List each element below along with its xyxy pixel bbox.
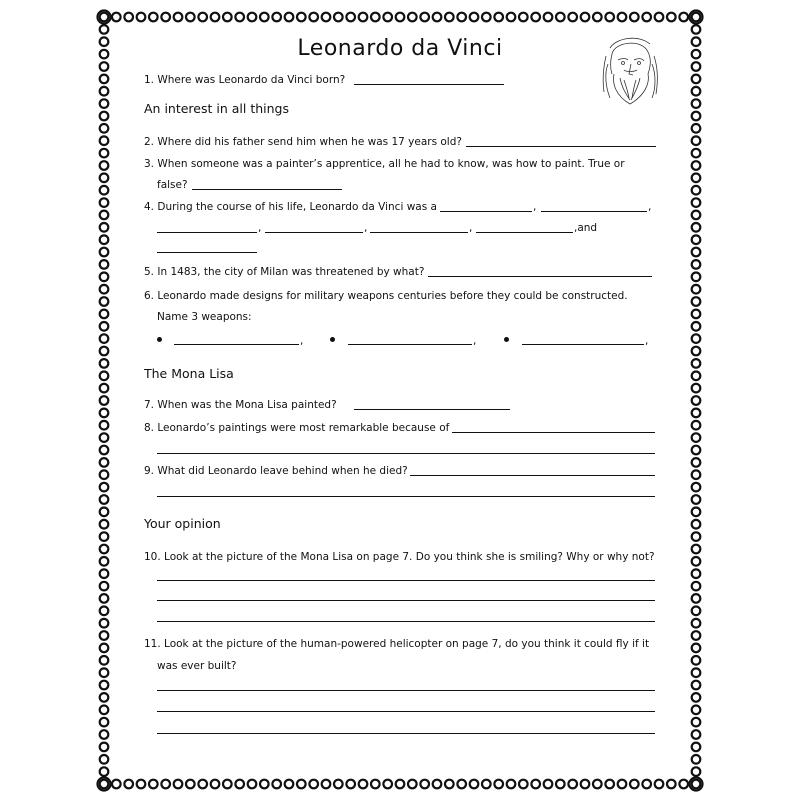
border-circle: [100, 582, 109, 591]
answer-line-q11-1[interactable]: [157, 690, 655, 691]
border-circle: [396, 780, 405, 789]
question-6-line-1: [144, 289, 628, 303]
border-circle: [692, 359, 701, 368]
border-circle: [457, 13, 466, 22]
border-circle: [692, 136, 701, 145]
border-circle: [396, 13, 405, 22]
border-circle: [692, 273, 701, 282]
border-circle: [100, 273, 109, 282]
border-circle: [692, 248, 701, 257]
border-circle: [100, 223, 109, 232]
border-circle: [100, 470, 109, 479]
border-circle: [235, 780, 244, 789]
border-circle: [235, 13, 244, 22]
border-circle: [100, 198, 109, 207]
border-circle: [100, 743, 109, 752]
border-circle: [642, 780, 651, 789]
answer-line-q4-1[interactable]: [440, 211, 532, 212]
border-circle: [285, 780, 294, 789]
answer-line-q7[interactable]: [354, 409, 510, 410]
border-circle: [692, 235, 701, 244]
question-3-line-1: [144, 157, 625, 171]
border-circle: [420, 13, 429, 22]
bullet-icon: [504, 337, 509, 342]
border-circle: [309, 780, 318, 789]
border-circle: [100, 718, 109, 727]
border-circle: [692, 607, 701, 616]
answer-line-q11-2[interactable]: [157, 711, 655, 712]
border-circle: [692, 767, 701, 776]
question-4-and-word: and: [577, 222, 598, 234]
border-circle: [334, 780, 343, 789]
answer-line-q6-2[interactable]: [348, 344, 472, 345]
border-circle: [100, 433, 109, 442]
border-circle: [692, 174, 701, 183]
border-circle: [149, 780, 158, 789]
border-circle: [692, 706, 701, 715]
border-circle: [100, 186, 109, 195]
border-circle: [692, 508, 701, 517]
border-circle: [544, 13, 553, 22]
answer-line-q9-2[interactable]: [157, 496, 655, 497]
border-circle: [297, 13, 306, 22]
border-circle: [100, 545, 109, 554]
border-circle: [655, 13, 664, 22]
question-7-text: When was the Mona Lisa painted?: [157, 399, 337, 411]
border-circle: [100, 409, 109, 418]
border-circle: [692, 285, 701, 294]
question-1-text: Where was Leonardo da Vinci born?: [157, 74, 346, 86]
border-circle: [692, 186, 701, 195]
border-circle: [692, 334, 701, 343]
question-1: [144, 73, 345, 87]
border-circle: [100, 396, 109, 405]
border-circle: [100, 495, 109, 504]
border-circle: [445, 13, 454, 22]
border-circle: [248, 780, 257, 789]
border-circle: [445, 780, 454, 789]
border-circle: [642, 13, 651, 22]
border-circle: [692, 718, 701, 727]
border-circle: [100, 75, 109, 84]
answer-line-q4-2[interactable]: [541, 211, 647, 212]
border-circle: [100, 359, 109, 368]
question-11-number: 11.: [144, 638, 161, 650]
border-circle: [371, 780, 380, 789]
question-7-number: 7.: [144, 399, 155, 411]
border-circle: [100, 446, 109, 455]
answer-line-q10-3[interactable]: [157, 621, 655, 622]
border-circle: [692, 693, 701, 702]
border-circle: [359, 780, 368, 789]
border-circle: [692, 62, 701, 71]
border-circle: [618, 13, 627, 22]
border-circle: [692, 99, 701, 108]
border-circle: [692, 161, 701, 170]
border-circle: [186, 780, 195, 789]
bullet-icon: [330, 337, 335, 342]
border-circle: [223, 780, 232, 789]
border-circle: [297, 780, 306, 789]
border-circle: [618, 780, 627, 789]
border-circle: [692, 75, 701, 84]
border-circle: [581, 13, 590, 22]
border-circle: [605, 13, 614, 22]
answer-line-q4-5[interactable]: [370, 232, 468, 233]
border-circle: [692, 87, 701, 96]
question-5: [144, 265, 424, 279]
border-circle: [100, 458, 109, 467]
section-heading-mona-lisa: The Mona Lisa: [144, 366, 234, 381]
border-circle: [692, 644, 701, 653]
border-circle: [322, 780, 331, 789]
border-circle: [692, 446, 701, 455]
question-4-text: During the course of his life, Leonardo da Vinci was a: [157, 201, 437, 213]
border-circle: [692, 569, 701, 578]
border-circle: [137, 780, 146, 789]
border-circle: [149, 13, 158, 22]
border-circle: [100, 693, 109, 702]
border-circle: [100, 334, 109, 343]
border-circle: [544, 780, 553, 789]
border-circle: [100, 569, 109, 578]
border-circle: [100, 124, 109, 133]
border-circle: [272, 780, 281, 789]
border-circle: [494, 13, 503, 22]
border-circle: [124, 13, 133, 22]
answer-line-q10-2[interactable]: [157, 600, 655, 601]
border-circle: [692, 409, 701, 418]
border-circle: [100, 656, 109, 665]
section-heading-interest: An interest in all things: [144, 101, 289, 116]
answer-line-q9-1[interactable]: [410, 475, 655, 476]
question-9-number: 9.: [144, 465, 155, 477]
border-circle: [100, 681, 109, 690]
border-circle: [655, 780, 664, 789]
page-title: Leonardo da Vinci: [297, 36, 503, 61]
border-circle: [346, 780, 355, 789]
question-1-number: 1.: [144, 74, 155, 86]
border-circle: [100, 13, 109, 22]
question-10-number: 10.: [144, 551, 161, 563]
answer-line-q6-3[interactable]: [522, 344, 644, 345]
border-circle: [124, 780, 133, 789]
question-8-number: 8.: [144, 422, 155, 434]
border-circle: [260, 780, 269, 789]
border-circle: [692, 384, 701, 393]
border-circle: [100, 780, 109, 789]
border-circle: [692, 780, 701, 789]
border-circle: [692, 458, 701, 467]
question-6-line-2: Name 3 weapons:: [157, 311, 252, 323]
border-circle: [100, 384, 109, 393]
border-circle: [309, 13, 318, 22]
border-circle: [692, 495, 701, 504]
answer-line-q1[interactable]: [354, 84, 504, 85]
border-circle: [692, 310, 701, 319]
question-11-line-2: was ever built?: [157, 660, 237, 672]
border-circle: [100, 668, 109, 677]
border-circle: [100, 285, 109, 294]
question-6-number: 6.: [144, 290, 155, 302]
question-4-number: 4.: [144, 201, 155, 213]
worksheet-page: Leonardo da Vinci 1. Where was Leonardo da Vinci born? An interest in all things 2. Where did his father send him when he was 17 years old? 3. When someone was a painter’s apprentice, all he had to know, was how to paint. True or false? 4. During the course of his life, Leonardo da Vinci was a , , , , , ,and 5. In 1483, the city of Milan was threatened by what? 6. Leonardo made designs for military weapons centuries before they could be constructed. Name 3 weapons: , , , The Mona Lisa 7. When was the Mona Lisa painted? 8. Leonardo’s paintings were most remarkable because of 9. What did Leonardo leave behind when he died? Your opinion 10. Look at the picture of the Mona Lisa on page 7. Do you think she is smiling? Why or why not? 11. Look at the picture of the human-powered helicopter on page 7, do you think it could fly if it was ever built?: [0, 0, 800, 800]
border-circle: [100, 112, 109, 121]
border-circle: [692, 681, 701, 690]
border-circle: [692, 112, 701, 121]
question-2: [144, 135, 462, 149]
border-circle: [692, 25, 701, 34]
border-circle: [568, 13, 577, 22]
question-2-number: 2.: [144, 136, 155, 148]
border-circle: [556, 780, 565, 789]
answer-line-q4-4[interactable]: [265, 232, 363, 233]
answer-line-q10-1[interactable]: [157, 580, 655, 581]
border-circle: [100, 483, 109, 492]
answer-line-q8-2[interactable]: [157, 453, 655, 454]
border-circle: [692, 223, 701, 232]
border-circle: [667, 780, 676, 789]
border-circle: [692, 372, 701, 381]
border-circle: [692, 483, 701, 492]
border-circle: [112, 13, 121, 22]
border-circle: [186, 13, 195, 22]
border-circle: [272, 13, 281, 22]
border-circle: [507, 780, 516, 789]
border-circle: [692, 347, 701, 356]
border-circle: [100, 322, 109, 331]
border-circle: [593, 13, 602, 22]
border-circle: [223, 13, 232, 22]
border-circle: [692, 656, 701, 665]
border-circle: [198, 13, 207, 22]
border-circle: [457, 780, 466, 789]
border-circle: [174, 13, 183, 22]
border-circle: [100, 347, 109, 356]
border-circle: [100, 619, 109, 628]
border-circle: [100, 248, 109, 257]
border-circle: [100, 557, 109, 566]
border-circle: [285, 13, 294, 22]
border-circle: [161, 780, 170, 789]
answer-line-q6-1[interactable]: [174, 344, 299, 345]
border-circle: [100, 372, 109, 381]
border-circle: [100, 161, 109, 170]
border-circle: [137, 13, 146, 22]
border-circle: [692, 124, 701, 133]
border-circle: [100, 730, 109, 739]
answer-line-q2[interactable]: [466, 146, 656, 147]
answer-line-q4-7[interactable]: [157, 252, 257, 253]
border-circle: [100, 607, 109, 616]
answer-line-q4-6[interactable]: [476, 232, 573, 233]
border-circle: [334, 13, 343, 22]
bullet-icon: [157, 337, 162, 342]
border-circle: [100, 235, 109, 244]
border-circle: [383, 780, 392, 789]
border-circle: [174, 780, 183, 789]
border-circle: [692, 260, 701, 269]
border-circle: [692, 13, 701, 22]
question-5-number: 5.: [144, 266, 155, 278]
border-circle: [692, 396, 701, 405]
leonardo-portrait-image: [598, 34, 662, 106]
question-6-text: Leonardo made designs for military weapons centuries before they could be constructed.: [157, 290, 628, 302]
answer-line-q3[interactable]: [192, 189, 342, 190]
border-circle: [100, 297, 109, 306]
border-circle: [519, 780, 528, 789]
border-circle: [692, 582, 701, 591]
border-circle: [408, 780, 417, 789]
border-circle: [494, 780, 503, 789]
border-circle: [692, 198, 701, 207]
border-circle: [198, 780, 207, 789]
border-circle: [100, 706, 109, 715]
border-circle: [100, 644, 109, 653]
border-circle: [211, 13, 220, 22]
border-circle: [692, 619, 701, 628]
question-10: [144, 550, 655, 564]
question-4: [144, 200, 437, 214]
border-circle: [667, 13, 676, 22]
border-circle: [100, 136, 109, 145]
border-circle: [692, 594, 701, 603]
border-circle: [692, 322, 701, 331]
border-circle: [470, 780, 479, 789]
border-circle: [100, 174, 109, 183]
border-circle: [359, 13, 368, 22]
border-circle: [100, 508, 109, 517]
border-circle: [433, 780, 442, 789]
border-circle: [692, 743, 701, 752]
answer-line-q5[interactable]: [428, 276, 652, 277]
border-circle: [692, 631, 701, 640]
border-circle: [248, 13, 257, 22]
border-circle: [100, 755, 109, 764]
border-circle: [433, 13, 442, 22]
border-circle: [692, 297, 701, 306]
border-circle: [100, 211, 109, 220]
border-circle: [482, 780, 491, 789]
border-circle: [383, 13, 392, 22]
border-circle: [408, 13, 417, 22]
border-circle: [581, 780, 590, 789]
border-circle: [112, 780, 121, 789]
border-circle: [371, 13, 380, 22]
border-circle: [211, 780, 220, 789]
border-circle: [692, 730, 701, 739]
border-circle: [531, 13, 540, 22]
question-7: [144, 398, 337, 412]
border-circle: [100, 99, 109, 108]
border-circle: [100, 87, 109, 96]
border-circle: [482, 13, 491, 22]
question-3-line-2: false?: [157, 179, 188, 191]
border-circle: [100, 631, 109, 640]
border-circle: [630, 13, 639, 22]
border-circle: [692, 520, 701, 529]
border-circle: [679, 13, 688, 22]
border-circle: [100, 149, 109, 158]
border-circle: [161, 13, 170, 22]
border-circle: [100, 532, 109, 541]
question-8: [144, 421, 449, 435]
border-circle: [519, 13, 528, 22]
border-circle: [556, 13, 565, 22]
question-9-text: What did Leonardo leave behind when he died?: [157, 465, 408, 477]
border-circle: [692, 532, 701, 541]
border-circle: [692, 211, 701, 220]
question-10-text: Look at the picture of the Mona Lisa on page 7. Do you think she is smiling? Why or why not?: [164, 551, 655, 563]
border-circle: [692, 149, 701, 158]
question-3-number: 3.: [144, 158, 155, 170]
border-circle: [692, 668, 701, 677]
border-circle: [100, 260, 109, 269]
border-circle: [692, 470, 701, 479]
question-3-text: When someone was a painter’s apprentice, all he had to know, was how to paint. True or: [157, 158, 625, 170]
border-circle: [100, 310, 109, 319]
border-circle: [630, 780, 639, 789]
border-circle: [100, 767, 109, 776]
border-circle: [420, 780, 429, 789]
border-circle: [692, 755, 701, 764]
question-9: [144, 464, 408, 478]
answer-line-q4-3[interactable]: [157, 232, 257, 233]
question-11-line-1: [144, 637, 649, 651]
border-circle: [507, 13, 516, 22]
border-circle: [692, 545, 701, 554]
section-heading-opinion: Your opinion: [144, 516, 221, 531]
border-circle: [470, 13, 479, 22]
border-circle: [346, 13, 355, 22]
border-circle: [100, 421, 109, 430]
border-circle: [692, 421, 701, 430]
border-circle: [692, 557, 701, 566]
question-2-text: Where did his father send him when he was 17 years old?: [157, 136, 462, 148]
border-circle: [568, 780, 577, 789]
border-circle: [322, 13, 331, 22]
question-11-text: Look at the picture of the human-powered helicopter on page 7, do you think it could fly if it: [164, 638, 650, 650]
border-circle: [605, 780, 614, 789]
border-circle: [100, 594, 109, 603]
border-circle: [100, 62, 109, 71]
border-circle: [100, 25, 109, 34]
border-circle: [692, 433, 701, 442]
question-8-text: Leonardo’s paintings were most remarkable because of: [157, 422, 450, 434]
border-circle: [260, 13, 269, 22]
border-circle: [100, 520, 109, 529]
answer-line-q8-1[interactable]: [452, 432, 655, 433]
question-5-text: In 1483, the city of Milan was threatened by what?: [157, 266, 425, 278]
border-circle: [531, 780, 540, 789]
border-circle: [679, 780, 688, 789]
answer-line-q11-3[interactable]: [157, 733, 655, 734]
border-circle: [593, 780, 602, 789]
